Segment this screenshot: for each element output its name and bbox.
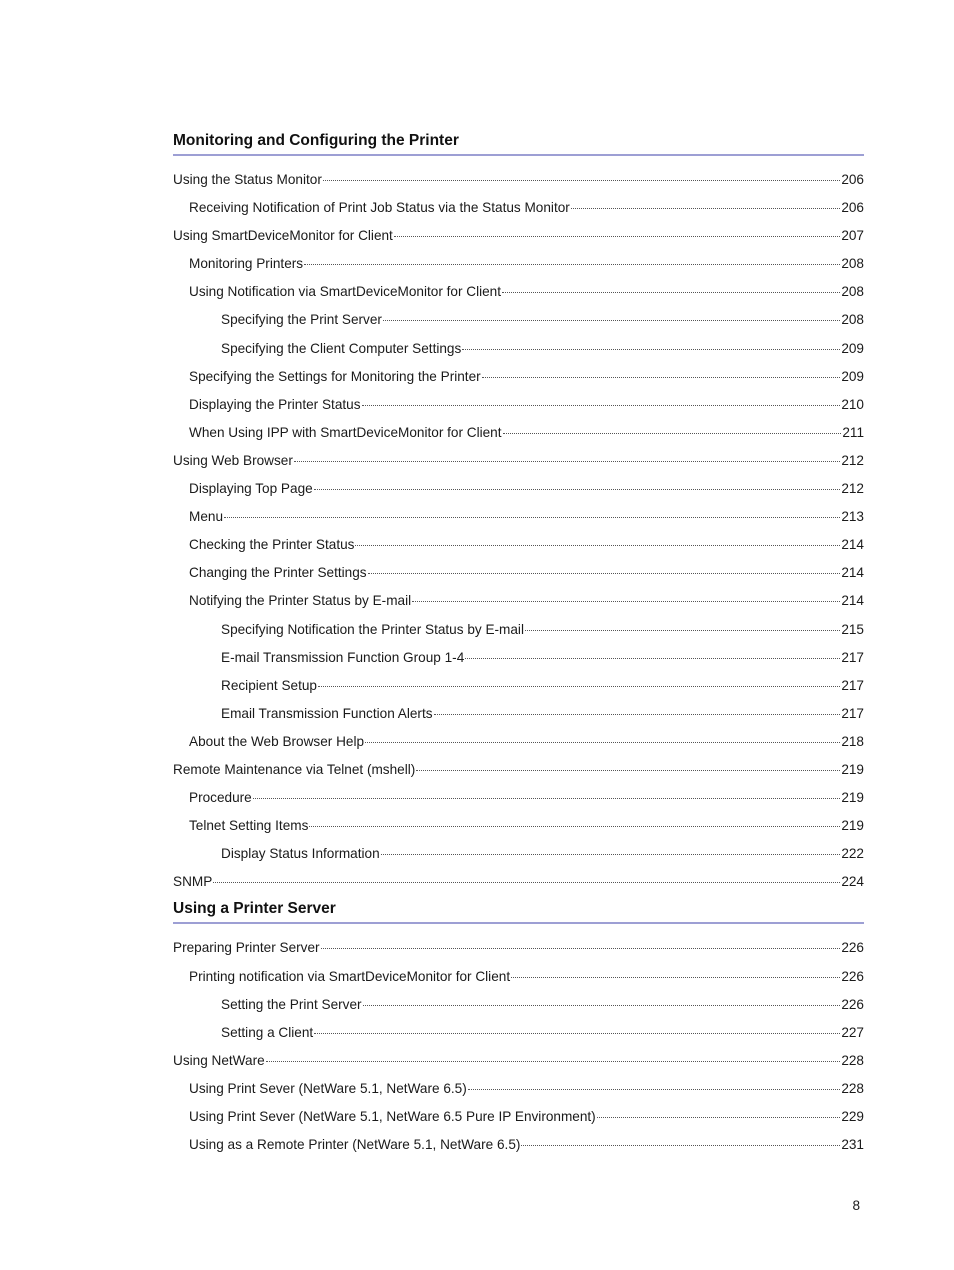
dot-leader — [571, 208, 841, 209]
toc-entry-title: Setting a Client — [221, 1024, 314, 1040]
toc-entry-title: E-mail Transmission Function Group 1-4 — [221, 649, 465, 665]
toc-entry-title: SNMP — [173, 874, 213, 890]
toc-entry[interactable] — [173, 587, 864, 615]
dot-leader — [521, 1145, 840, 1146]
toc-entry-title: Using as a Remote Printer (NetWare 5.1, NetWare 6.5) — [189, 1137, 521, 1153]
dot-leader — [253, 798, 841, 799]
toc-entry-page-number: 215 — [841, 621, 864, 637]
toc-entry-title: Remote Maintenance via Telnet (mshell) — [173, 761, 416, 777]
toc-entry[interactable] — [173, 700, 864, 728]
toc-entry[interactable] — [173, 194, 864, 222]
toc-entry-page-number: 217 — [841, 705, 864, 721]
toc-section-monitoring — [173, 130, 864, 896]
toc-entry-page-number: 214 — [841, 565, 864, 581]
dot-leader — [468, 1089, 841, 1090]
dot-leader — [314, 1033, 840, 1034]
toc-entries — [173, 166, 864, 896]
toc-entry-page-number: 212 — [841, 452, 864, 468]
toc-entry-page-number: 214 — [841, 537, 864, 553]
dot-leader — [525, 630, 840, 631]
toc-entry-title: Menu — [189, 509, 224, 525]
toc-entry-page-number: 212 — [841, 481, 864, 497]
toc-section-printer-server — [173, 898, 864, 1159]
toc-entry-page-number: 226 — [841, 940, 864, 956]
toc-entry-title: Using Print Sever (NetWare 5.1, NetWare 6.5) — [189, 1080, 467, 1096]
toc-entry-title: Setting the Print Server — [221, 996, 362, 1012]
toc-entry[interactable] — [173, 250, 864, 278]
dot-leader — [323, 180, 840, 181]
toc-entry-title: Specifying the Settings for Monitoring the Printer — [189, 368, 481, 384]
toc-entry[interactable] — [173, 616, 864, 644]
toc-entry-page-number: 229 — [841, 1109, 864, 1124]
dot-leader — [318, 686, 840, 687]
toc-entry-page-number: 207 — [841, 228, 864, 244]
toc-entry-page-number: 206 — [841, 200, 864, 216]
toc-entry-page-number: 209 — [841, 368, 864, 384]
toc-entry-page-number: 231 — [841, 1137, 864, 1153]
dot-leader — [597, 1117, 841, 1118]
toc-entry-page-number: 219 — [841, 761, 864, 777]
toc-entry[interactable] — [173, 306, 864, 334]
dot-leader — [394, 236, 840, 237]
toc-entry-title: Checking the Printer Status — [189, 537, 355, 553]
toc-entry[interactable] — [173, 963, 864, 991]
dot-leader — [383, 320, 840, 321]
toc-entry-title: Using Notification via SmartDeviceMonitor for Client — [189, 284, 502, 300]
toc-entry-title: Printing notification via SmartDeviceMonitor for Client — [189, 968, 511, 984]
toc-entry-title: Displaying the Printer Status — [189, 396, 361, 412]
toc-entry[interactable] — [173, 840, 864, 868]
toc-entry-title: Telnet Setting Items — [189, 818, 309, 834]
toc-entry-page-number: 208 — [841, 284, 864, 300]
dot-leader — [412, 601, 840, 602]
toc-entry-title: Specifying the Client Computer Settings — [221, 340, 462, 356]
toc-entry-title: When Using IPP with SmartDeviceMonitor for Client — [189, 424, 502, 440]
toc-entry-page-number: 208 — [841, 312, 864, 328]
toc-entry-title: Using Web Browser — [173, 452, 293, 468]
dot-leader — [363, 1005, 841, 1006]
toc-entry-page-number: 217 — [841, 677, 864, 693]
dot-leader — [482, 377, 841, 378]
dot-leader — [309, 826, 840, 827]
toc-entry[interactable] — [173, 531, 864, 559]
toc-entry[interactable] — [173, 335, 864, 363]
toc-entry-title: Display Status Information — [221, 846, 380, 862]
toc-entry-page-number: 228 — [841, 1080, 864, 1096]
dot-leader — [434, 714, 841, 715]
toc-entry[interactable] — [173, 503, 864, 531]
toc-entry[interactable] — [173, 672, 864, 700]
toc-entry[interactable] — [173, 756, 864, 784]
toc-entry[interactable] — [173, 1131, 864, 1159]
toc-entry[interactable] — [173, 419, 864, 447]
toc-entry-page-number: 213 — [841, 509, 864, 525]
toc-entry-page-number: 208 — [841, 256, 864, 272]
toc-entry-page-number: 206 — [841, 172, 864, 187]
toc-entry-title: Recipient Setup — [221, 677, 317, 693]
dot-leader — [355, 545, 840, 546]
toc-entry-title: Displaying Top Page — [189, 481, 313, 497]
toc-entry[interactable] — [173, 644, 864, 672]
toc-entry-page-number: 217 — [841, 649, 864, 665]
toc-entry-title: Email Transmission Function Alerts — [221, 705, 433, 721]
toc-entry[interactable] — [173, 278, 864, 306]
toc-entry-page-number: 218 — [841, 733, 864, 749]
toc-entry-page-number: 209 — [841, 340, 864, 356]
toc-entry[interactable] — [173, 1019, 864, 1047]
table-of-contents — [173, 130, 864, 1159]
toc-entry[interactable] — [173, 447, 864, 475]
toc-entry-page-number: 226 — [841, 968, 864, 984]
dot-leader — [465, 658, 840, 659]
dot-leader — [314, 489, 841, 490]
dot-leader — [266, 1061, 841, 1062]
toc-entry-title: Procedure — [189, 790, 252, 806]
toc-entries — [173, 934, 864, 1159]
toc-entry-title: About the Web Browser Help — [189, 733, 365, 749]
dot-leader — [213, 882, 840, 883]
toc-entry-page-number: 226 — [841, 996, 864, 1012]
toc-entry[interactable] — [173, 784, 864, 812]
toc-entry-page-number: 211 — [842, 424, 864, 440]
dot-leader — [503, 433, 842, 434]
dot-leader — [362, 405, 841, 406]
toc-entry[interactable] — [173, 934, 864, 962]
toc-entry[interactable] — [173, 559, 864, 587]
toc-entry[interactable] — [173, 991, 864, 1019]
toc-entry[interactable] — [173, 391, 864, 419]
toc-entry-page-number: 214 — [841, 593, 864, 609]
toc-entry-title: Receiving Notification of Print Job Status via the Status Monitor — [189, 200, 570, 216]
toc-entry-title: Specifying the Print Server — [221, 312, 382, 328]
toc-entry[interactable] — [173, 812, 864, 840]
toc-entry[interactable] — [173, 475, 864, 503]
toc-entry[interactable] — [173, 222, 864, 250]
dot-leader — [381, 854, 841, 855]
toc-entry-title: Using the Status Monitor — [173, 172, 322, 187]
dot-leader — [294, 461, 840, 462]
section-title: Monitoring and Configuring the Printer — [173, 130, 864, 156]
dot-leader — [321, 948, 841, 949]
toc-entry-page-number: 224 — [841, 874, 864, 890]
toc-entry-page-number: 222 — [841, 846, 864, 862]
toc-entry-title: Preparing Printer Server — [173, 940, 320, 956]
toc-entry[interactable] — [173, 728, 864, 756]
dot-leader — [511, 977, 840, 978]
section-title: Using a Printer Server — [173, 898, 864, 924]
toc-entry-title: Monitoring Printers — [189, 256, 304, 272]
toc-entry-page-number: 228 — [841, 1052, 864, 1068]
toc-entry-title: Using SmartDeviceMonitor for Client — [173, 228, 393, 244]
toc-entry-title: Using NetWare — [173, 1052, 265, 1068]
dot-leader — [416, 770, 840, 771]
toc-entry-title: Specifying Notification the Printer Status by E-mail — [221, 621, 524, 637]
toc-entry[interactable] — [173, 868, 864, 896]
dot-leader — [368, 573, 841, 574]
toc-entry-page-number: 210 — [841, 396, 864, 412]
toc-entry-page-number: 227 — [841, 1024, 864, 1040]
toc-entry-page-number: 219 — [841, 790, 864, 806]
toc-entry[interactable] — [173, 363, 864, 391]
dot-leader — [365, 742, 840, 743]
page-number: 8 — [852, 1198, 860, 1213]
toc-entry-title: Notifying the Printer Status by E-mail — [189, 593, 412, 609]
toc-entry[interactable] — [173, 1047, 864, 1075]
toc-entry[interactable] — [173, 1103, 864, 1131]
toc-entry-page-number: 219 — [841, 818, 864, 834]
toc-entry-title: Changing the Printer Settings — [189, 565, 367, 581]
dot-leader — [224, 517, 840, 518]
toc-entry-title: Using Print Sever (NetWare 5.1, NetWare 6.5 Pure IP Environment) — [189, 1109, 596, 1124]
dot-leader — [304, 264, 840, 265]
toc-entry[interactable] — [173, 166, 864, 194]
dot-leader — [462, 349, 840, 350]
dot-leader — [502, 292, 840, 293]
toc-entry[interactable] — [173, 1075, 864, 1103]
